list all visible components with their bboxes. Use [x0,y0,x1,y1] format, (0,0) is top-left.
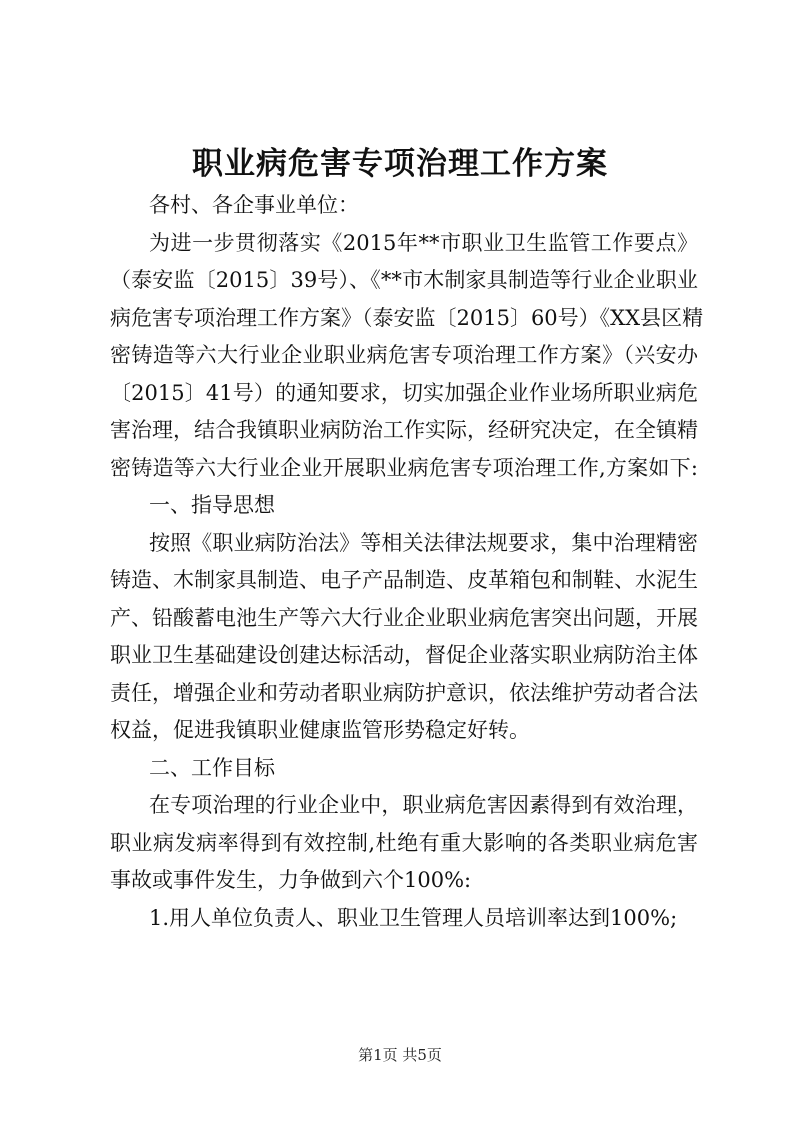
text-line: 〔2015〕41号）的通知要求，切实加强企业作业场所职业病危 [110,380,698,405]
text-line: 职业病发病率得到有效控制,杜绝有重大影响的各类职业病危害 [110,830,698,855]
text-line: 铸造、木制家具制造、电子产品制造、皮革箱包和制鞋、水泥生 [110,568,698,592]
text-line: 病危害专项治理工作方案》（泰安监〔2015〕60号）《XX县区精 [110,305,704,330]
document-title: 职业病危害专项治理工作方案 [192,146,608,182]
text-line: 密铸造等六大行业企业职业病危害专项治理工作方案》（兴安办 [110,343,698,367]
document-body [110,187,704,937]
page-footer: 第1页 共5页 [358,1046,442,1064]
text-line: 各村、各企事业单位： [149,193,359,217]
text-line: 权益，促进我镇职业健康监管形势稳定好转。 [110,718,530,742]
text-line: 害治理，结合我镇职业病防治工作实际，经研究决定，在全镇精 [110,418,698,442]
text-line: 事故或事件发生，力争做到六个100%: [110,868,472,892]
text-line: 按照《职业病防治法》等相关法律法规要求，集中治理精密 [149,530,698,555]
text-line: 职业卫生基础建设创建达标活动，督促企业落实职业病防治主体 [110,643,698,667]
text-line: 责任，增强企业和劳动者职业病防护意识，依法维护劳动者合法 [110,680,698,705]
text-line: 产、铅酸蓄电池生产等六大行业企业职业病危害突出问题，开展 [110,605,698,630]
text-line: 在专项治理的行业企业中，职业病危害因素得到有效治理， [149,793,698,817]
text-line: （泰安监〔2015〕39号）、《**市木制家具制造等行业企业职业 [110,268,698,292]
text-line: 1.用人单位负责人、职业卫生管理人员培训率达到100%; [149,905,678,930]
text-line: 为进一步贯彻落实《2015年**市职业卫生监管工作要点》 [149,230,698,255]
text-line: 密铸造等六大行业企业开展职业病危害专项治理工作,方案如下: [110,455,698,480]
text-line: 二、工作目标 [149,755,275,780]
text-line: 一、指导思想 [149,493,275,517]
